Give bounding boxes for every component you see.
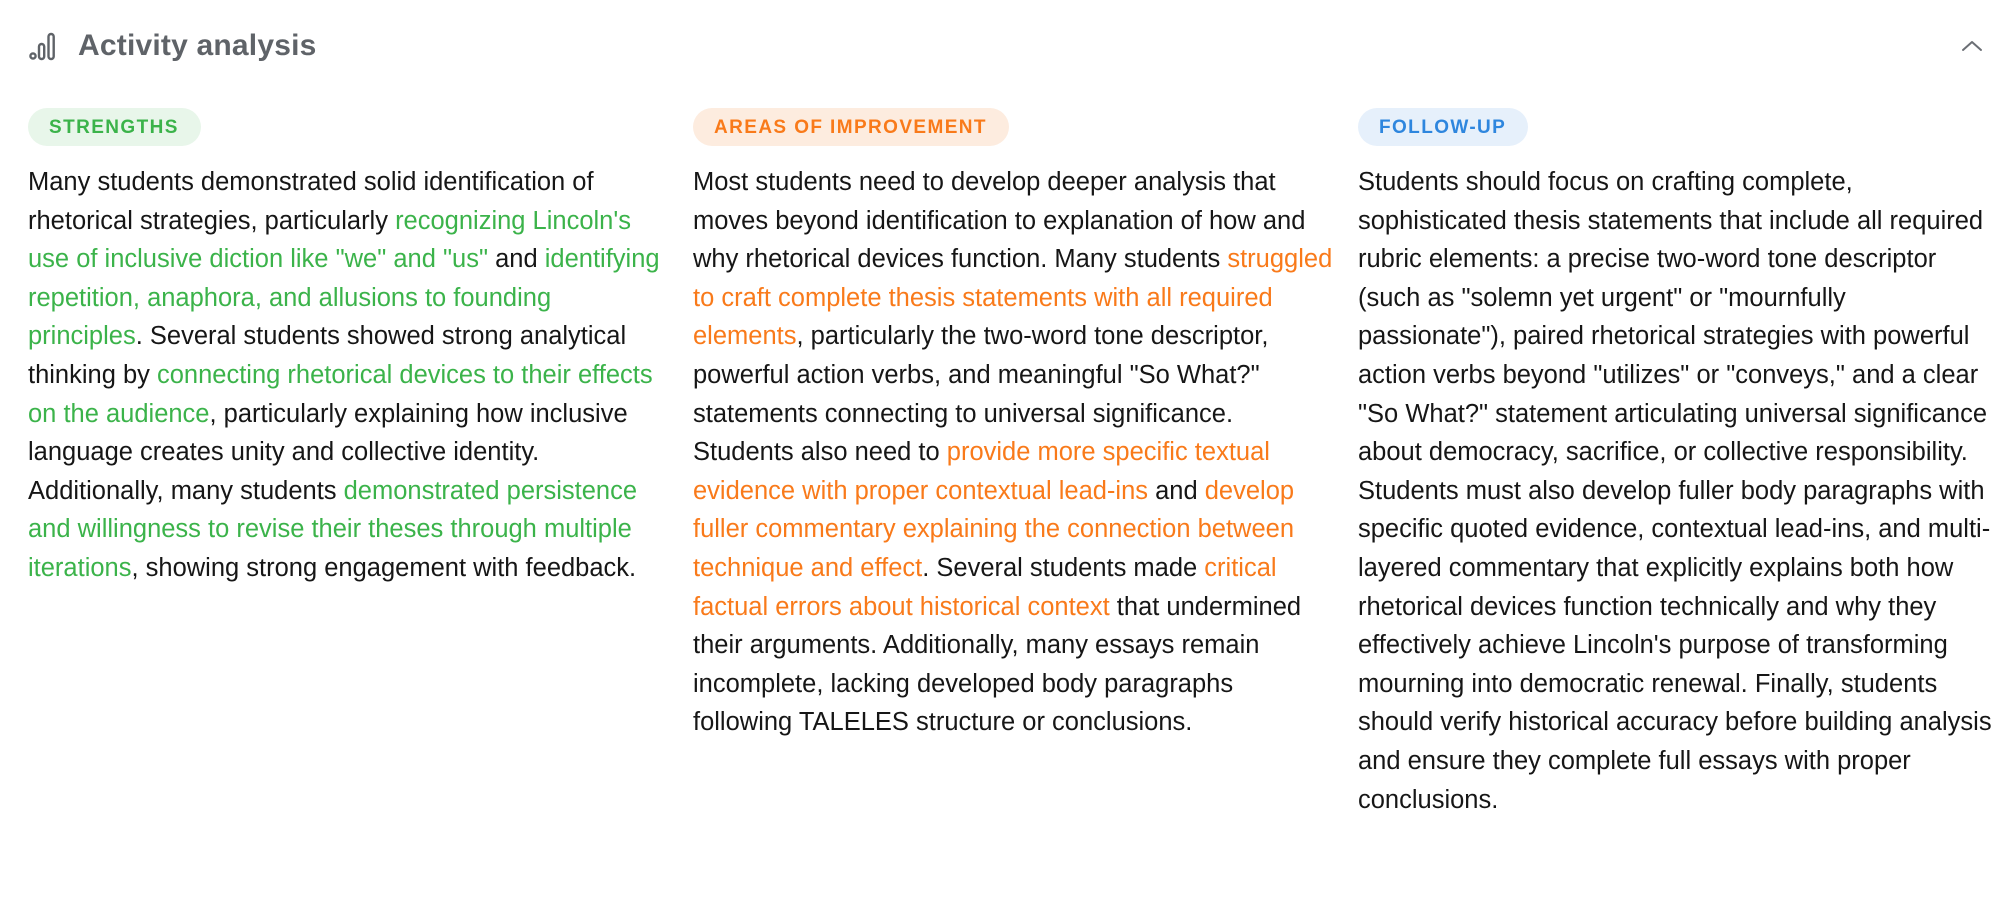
- highlighted-phrase: identifying repetition, anaphora, and allusions to founding principles: [28, 245, 660, 351]
- highlighted-phrase: struggled to craft complete thesis statements with all required elements: [693, 245, 1333, 351]
- followup-badge: FOLLOW-UP: [1358, 108, 1528, 146]
- text-segment: that undermined their arguments. Additionally, many essays remain incomplete, lacking developed body paragraphs following TALELES structure or conclusions.: [693, 592, 1302, 737]
- highlighted-phrase: develop fuller commentary explaining the connection between technique and effect: [693, 476, 1295, 582]
- text-segment: Students should focus on crafting complete, sophisticated thesis statements that include all required rubric elements: a precise two-word tone descriptor (such as "solemn yet urgent" or "mournfully passionate"), paired rhetorical strategies with powerful action verbs beyond "utilizes" or "conveys," and a clear "So What?" statement articulating universal significance about democracy, sacrifice, or collective responsibility. Students must also develop fuller body paragraphs with specific quoted evidence, contextual lead-ins, and multi-layered commentary that explicitly explains both how rhetorical devices function technically and why they effectively achieve Lincoln's purpose of transforming mourning into democratic renewal. Finally, students should verify historical accuracy before building analysis and ensure they complete full essays with proper conclusions.: [1358, 168, 1992, 814]
- strengths-text: [28, 163, 668, 588]
- strengths-column: [28, 108, 668, 819]
- text-segment: Most students need to develop deeper analysis that moves beyond identification to explanation of how and why rhetorical devices function. Many students: [693, 168, 1306, 274]
- text-segment: Many students demonstrated solid identification of rhetorical strategies, particularly: [28, 168, 594, 235]
- text-segment: and: [1148, 476, 1205, 505]
- followup-column: [1358, 108, 1998, 819]
- text-segment: . Several students made: [922, 553, 1205, 582]
- collapse-button[interactable]: [1956, 32, 1988, 60]
- highlighted-phrase: connecting rhetorical devices to their effects on the audience: [28, 360, 653, 428]
- improvement-column: [693, 108, 1333, 819]
- activity-analysis-header: [28, 22, 1988, 70]
- text-segment: , particularly the two-word tone descriptor, powerful action verbs, and meaningful "So What?" statements connecting to universal significance. Students also need to: [693, 322, 1269, 467]
- improvement-badge: AREAS OF IMPROVEMENT: [693, 108, 1009, 146]
- strengths-badge: STRENGTHS: [28, 108, 201, 146]
- section-title: Activity analysis: [78, 29, 317, 62]
- followup-text: [1358, 163, 1998, 819]
- highlighted-phrase: provide more specific textual evidence with proper contextual lead-ins: [693, 438, 1270, 505]
- improvement-text: [693, 163, 1333, 742]
- text-segment: . Several students showed strong analytical thinking by: [28, 322, 627, 389]
- text-segment: , showing strong engagement with feedback.: [131, 553, 637, 582]
- chevron-up-icon: [1961, 39, 1983, 53]
- highlighted-phrase: recognizing Lincoln's use of inclusive diction like "we" and "us": [28, 206, 631, 274]
- highlighted-phrase: critical factual errors about historical context: [693, 553, 1277, 621]
- bar-chart-icon: [28, 31, 58, 61]
- highlighted-phrase: demonstrated persistence and willingness to revise their theses through multiple iterations: [28, 476, 638, 582]
- analysis-columns: [28, 108, 1998, 819]
- text-segment: , particularly explaining how inclusive language creates unity and collective identity. Additionally, many students: [28, 399, 628, 505]
- text-segment: and: [488, 245, 545, 274]
